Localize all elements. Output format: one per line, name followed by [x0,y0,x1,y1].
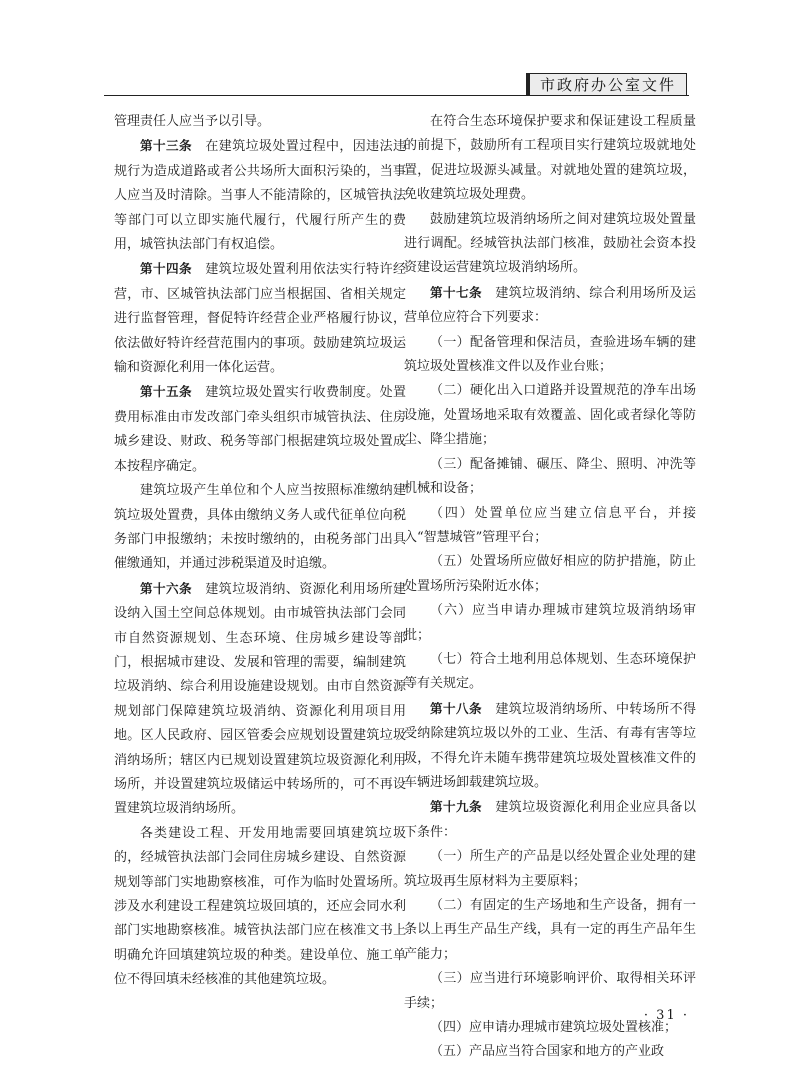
paragraph-text: 在建筑垃圾处置过程中，因违法违规行为造成道路或者公共场所大面积污染的，当事人应当及时清除。当事人不能清除的，区城管执法等部门可以立即实施代履行，代履行所产生的费用，城管执法部门有权追偿。 [114,139,406,253]
paragraph-text: 建筑垃圾处置利用依法实行特许经营，市、区城管执法部门应当根据国、省相关规定进行监督管理，督促特许经营企业严格履行协议，依法做好特许经营范围内的事项。鼓励建筑垃圾运输和资源化利用一体化运营。 [114,262,406,376]
paragraph-text: （五）产品应当符合国家和地方的产业政 [430,1044,665,1060]
paragraph [404,1040,696,1064]
paragraph [404,894,696,967]
paragraph [404,845,696,894]
article-number: 第十八条 [430,700,482,716]
paragraph [404,795,696,845]
article-number: 第十六条 [140,580,192,596]
paragraph [114,479,406,577]
paragraph [114,134,406,257]
paragraph-text: （四）处置单位应当建立信息平台，并接入“智慧城管”管理平台； [404,505,696,545]
paragraph [404,208,696,281]
article-number: 第十九条 [430,799,482,815]
paragraph [404,331,696,380]
paragraph [404,599,696,648]
paragraph-text: （二）有固定的生产场地和生产设备，拥有一条以上再生产品生产线，具有一定的再生产品年生产能力； [404,898,696,962]
right-column [404,110,696,1065]
paragraph-text: （三）应当进行环境影响评价、取得相关环评手续； [404,971,696,1011]
paragraph-text: 建筑垃圾消纳、综合利用场所及运营单位应符合下列要求： [404,285,696,326]
paragraph-text: 建筑垃圾资源化利用企业应具备以下条件： [404,800,696,840]
paragraph-text: （三）配备摊铺、碾压、降尘、照明、冲洗等机械和设备； [404,456,696,497]
paragraph [114,380,406,479]
paragraph [404,281,696,331]
paragraph-text: 建筑垃圾处置实行收费制度。处置费用标准由市发改部门牵头组织市城管执法、住房城乡建设、财政、税务等部门根据建筑垃圾处置成本按程序确定。 [114,385,406,474]
paragraph [404,550,696,599]
paragraph-text: （一）所生产的产品是以经处置企业处理的建筑垃圾再生原材料为主要原料； [404,849,696,889]
header-rule [104,95,689,96]
article-number: 第十三条 [140,138,192,154]
paragraph [114,577,406,822]
paragraph-text: 建筑垃圾产生单位和个人应当按照标准缴纳建筑垃圾处置费，具体由缴纳义务人或代征单位向税务部门申报缴纳；未按时缴纳的，由税务部门出具催缴通知，并通过涉税渠道及时追缴。 [114,483,406,572]
paragraph [404,379,696,452]
paragraph-text: 管理责任人应当予以引导。 [114,114,271,129]
paragraph [404,453,696,502]
left-column [114,110,406,993]
paragraph-text: （一）配备管理和保洁员，查验进场车辆的建筑垃圾处置核准文件以及作业台账； [404,334,696,375]
paragraph [404,110,696,208]
article-number: 第十四条 [140,261,192,277]
article-number: 第十七条 [430,284,482,300]
paragraph [404,502,696,551]
paragraph-text: （六）应当申请办理城市建筑垃圾消纳场审批； [404,603,696,643]
paragraph [114,110,406,134]
paragraph-text: 建筑垃圾消纳场所、中转场所不得受纳除建筑垃圾以外的工业、生活、有毒有害等垃圾，不得允许未随车携带建筑垃圾处置核准文件的车辆进场卸载建筑垃圾。 [404,701,696,790]
page-number: · 31 · [643,1008,689,1023]
paragraph-text: 鼓励建筑垃圾消纳场所之间对建筑垃圾处置量进行调配。经城管执法部门核准，鼓励社会资本投资建设运营建筑垃圾消纳场所。 [404,211,696,276]
paragraph-text: （五）处置场所应做好相应的防护措施，防止处置场所污染附近水体； [404,554,696,594]
paragraph [114,257,406,380]
paragraph-text: 建筑垃圾消纳、资源化利用场所建设纳入国土空间总体规划。由市城管执法部门会同市自然资源规划、生态环境、住房城乡建设等部门，根据城市建设、发展和管理的需要，编制建筑垃圾消纳、综合利用设施建设规划。由市自然资源规划部门保障建筑垃圾消纳、资源化利用项目用地。区人民政府、园区管委会应规划设置建筑垃圾消纳场所；辖区内已规划设置建筑垃圾资源化利用场所，并设置建筑垃圾储运中转场所的，可不再设置建筑垃圾消纳场所。 [114,581,406,817]
article-number: 第十五条 [140,384,192,400]
paragraph [404,697,696,796]
paragraph [404,648,696,697]
paragraph-text: 在符合生态环境保护要求和保证建设工程质量的前提下，鼓励所有工程项目实行建筑垃圾就地处置，促进垃圾源头减量。对就地处置的建筑垃圾，免收建筑垃圾处理费。 [404,114,696,203]
header-title: 市政府办公室文件 [526,73,687,96]
paragraph-text: （七）符合土地利用总体规划、生态环境保护等有关规定。 [404,651,696,692]
paragraph-text: （二）硬化出入口道路并设置规范的净车出场设施，处置场地采取有效覆盖、固化或者绿化等防尘、降尘措施； [404,383,696,448]
paragraph [114,822,406,993]
paragraph-text: （四）应申请办理城市建筑垃圾处置核准； [430,1020,678,1036]
paragraph-text: 各类建设工程、开发用地需要回填建筑垃圾的，经城管执法部门会同住房城乡建设、自然资源规划等部门实地勘察核准，可作为临时处置场所。涉及水利建设工程建筑垃圾回填的，还应会同水利部门实地勘察核准。城管执法部门应在核准文书上明确允许回填建筑垃圾的种类。建设单位、施工单位不得回填未经核准的其他建筑垃圾。 [114,825,406,988]
